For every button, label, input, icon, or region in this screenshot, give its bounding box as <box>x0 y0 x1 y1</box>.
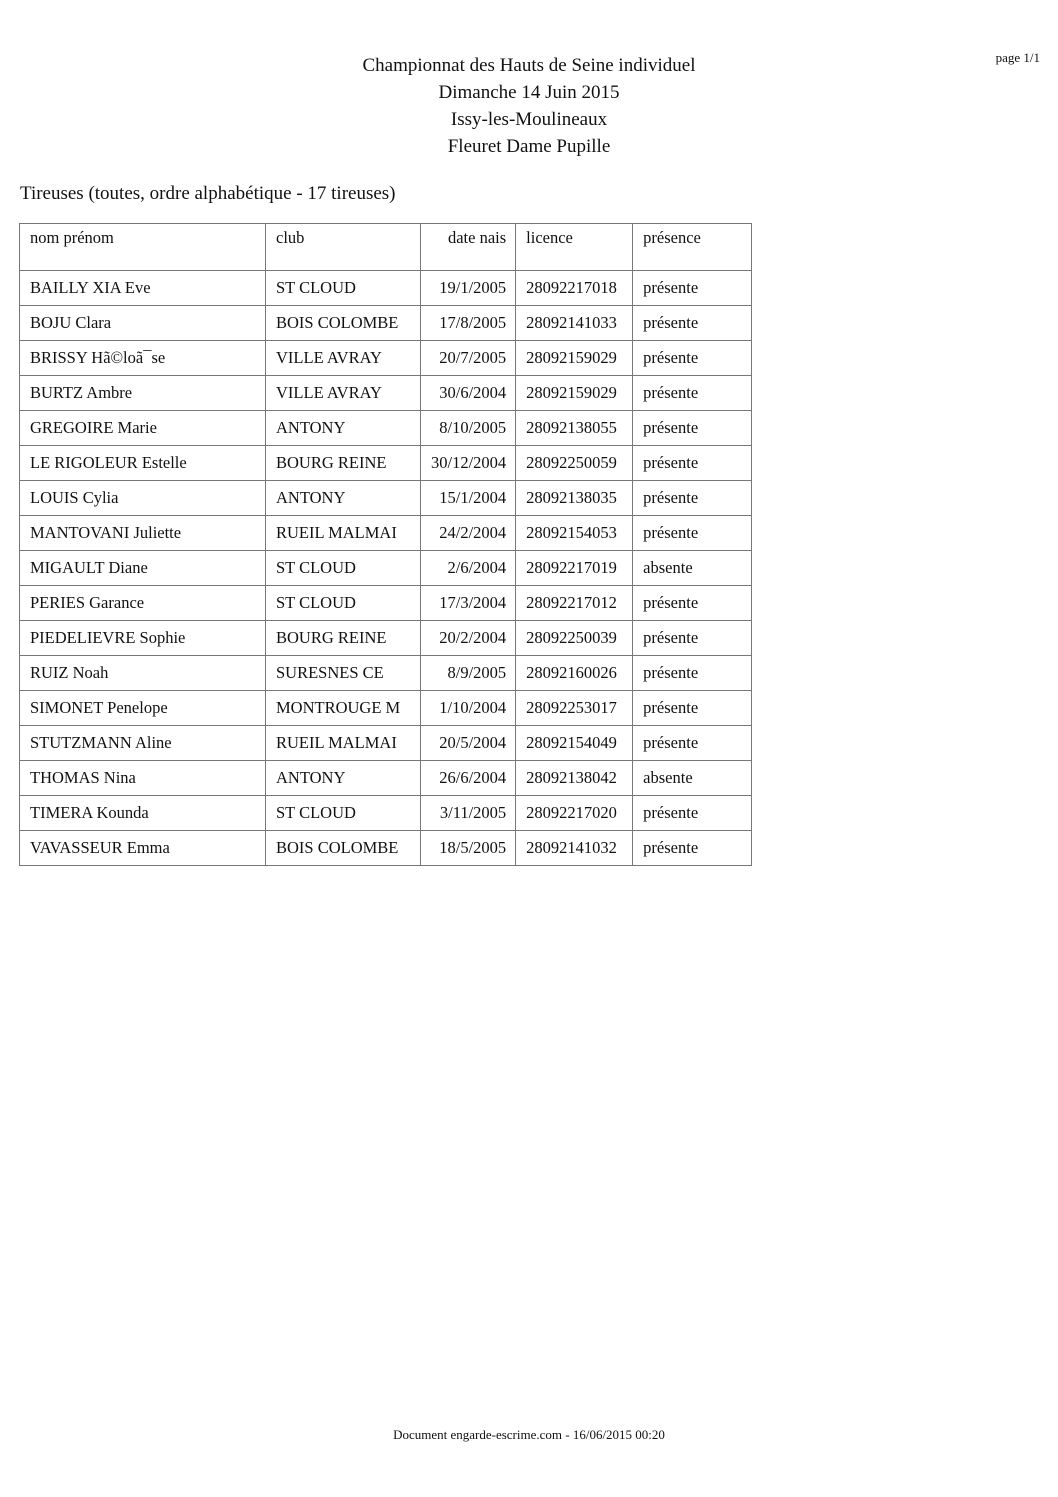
cell-birthdate: 19/1/2005 <box>421 271 516 306</box>
cell-name: BRISSY Hã©loã¯se <box>20 341 266 376</box>
table-row <box>20 411 752 446</box>
cell-birthdate: 8/10/2005 <box>421 411 516 446</box>
document-footer: Document engarde-escrime.com - 16/06/2015 00:20 <box>393 1427 665 1442</box>
header-licence: licence <box>516 224 633 271</box>
cell-licence: 28092250059 <box>516 446 633 481</box>
cell-presence: présente <box>633 691 752 726</box>
cell-presence: présente <box>633 481 752 516</box>
cell-name: THOMAS Nina <box>20 761 266 796</box>
cell-presence: présente <box>633 586 752 621</box>
header-club: club <box>266 224 421 271</box>
cell-presence: présente <box>633 271 752 306</box>
cell-presence: présente <box>633 411 752 446</box>
table-row <box>20 481 752 516</box>
cell-licence: 28092217019 <box>516 551 633 586</box>
cell-club: BOURG REINE <box>266 621 421 656</box>
cell-presence: absente <box>633 761 752 796</box>
page-number: page 1/1 <box>995 50 1040 65</box>
cell-licence: 28092154053 <box>516 516 633 551</box>
table-row <box>20 691 752 726</box>
cell-birthdate: 17/3/2004 <box>421 586 516 621</box>
cell-club: RUEIL MALMAI <box>266 726 421 761</box>
cell-licence: 28092160026 <box>516 656 633 691</box>
cell-licence: 28092253017 <box>516 691 633 726</box>
cell-birthdate: 20/2/2004 <box>421 621 516 656</box>
cell-licence: 28092138055 <box>516 411 633 446</box>
cell-name: PERIES Garance <box>20 586 266 621</box>
cell-birthdate: 8/9/2005 <box>421 656 516 691</box>
cell-club: ANTONY <box>266 761 421 796</box>
cell-club: RUEIL MALMAI <box>266 516 421 551</box>
event-category: Fleuret Dame Pupille <box>447 136 611 157</box>
header-name: nom prénom <box>20 224 266 271</box>
cell-licence: 28092217018 <box>516 271 633 306</box>
header-birthdate: date nais <box>421 224 516 271</box>
cell-presence: présente <box>633 656 752 691</box>
cell-licence: 28092154049 <box>516 726 633 761</box>
event-location: Issy-les-Moulineaux <box>450 109 608 130</box>
cell-presence: présente <box>633 621 752 656</box>
cell-club: ST CLOUD <box>266 586 421 621</box>
table-row <box>20 831 752 866</box>
document-header <box>0 52 1058 160</box>
cell-club: BOIS COLOMBE <box>266 306 421 341</box>
table-row <box>20 341 752 376</box>
table-row <box>20 656 752 691</box>
table-header-row <box>20 224 752 271</box>
cell-club: VILLE AVRAY <box>266 376 421 411</box>
cell-name: MANTOVANI Juliette <box>20 516 266 551</box>
cell-presence: présente <box>633 516 752 551</box>
cell-presence: absente <box>633 551 752 586</box>
cell-name: LOUIS Cylia <box>20 481 266 516</box>
cell-club: ST CLOUD <box>266 271 421 306</box>
cell-presence: présente <box>633 306 752 341</box>
cell-name: RUIZ Noah <box>20 656 266 691</box>
cell-birthdate: 24/2/2004 <box>421 516 516 551</box>
cell-presence: présente <box>633 376 752 411</box>
cell-club: ANTONY <box>266 481 421 516</box>
cell-birthdate: 18/5/2005 <box>421 831 516 866</box>
cell-birthdate: 15/1/2004 <box>421 481 516 516</box>
cell-licence: 28092217020 <box>516 796 633 831</box>
table-row <box>20 551 752 586</box>
cell-presence: présente <box>633 726 752 761</box>
cell-name: PIEDELIEVRE Sophie <box>20 621 266 656</box>
cell-birthdate: 1/10/2004 <box>421 691 516 726</box>
cell-name: MIGAULT Diane <box>20 551 266 586</box>
cell-licence: 28092250039 <box>516 621 633 656</box>
cell-name: SIMONET Penelope <box>20 691 266 726</box>
cell-club: ST CLOUD <box>266 796 421 831</box>
cell-birthdate: 26/6/2004 <box>421 761 516 796</box>
cell-licence: 28092141032 <box>516 831 633 866</box>
cell-name: GREGOIRE Marie <box>20 411 266 446</box>
cell-club: SURESNES CE <box>266 656 421 691</box>
table-row <box>20 306 752 341</box>
cell-birthdate: 17/8/2005 <box>421 306 516 341</box>
cell-club: ST CLOUD <box>266 551 421 586</box>
table-row <box>20 796 752 831</box>
cell-club: MONTROUGE M <box>266 691 421 726</box>
table-row <box>20 376 752 411</box>
cell-licence: 28092159029 <box>516 341 633 376</box>
cell-birthdate: 3/11/2005 <box>421 796 516 831</box>
cell-licence: 28092159029 <box>516 376 633 411</box>
cell-birthdate: 20/5/2004 <box>421 726 516 761</box>
cell-club: VILLE AVRAY <box>266 341 421 376</box>
cell-presence: présente <box>633 341 752 376</box>
cell-name: BAILLY XIA Eve <box>20 271 266 306</box>
fencers-table <box>19 223 752 866</box>
cell-name: VAVASSEUR Emma <box>20 831 266 866</box>
cell-name: STUTZMANN Aline <box>20 726 266 761</box>
cell-club: BOURG REINE <box>266 446 421 481</box>
cell-licence: 28092217012 <box>516 586 633 621</box>
cell-licence: 28092141033 <box>516 306 633 341</box>
table-row <box>20 726 752 761</box>
cell-birthdate: 30/6/2004 <box>421 376 516 411</box>
header-presence: présence <box>633 224 752 271</box>
cell-licence: 28092138035 <box>516 481 633 516</box>
event-date: Dimanche 14 Juin 2015 <box>438 82 620 103</box>
table-row <box>20 621 752 656</box>
cell-birthdate: 30/12/2004 <box>421 446 516 481</box>
cell-club: ANTONY <box>266 411 421 446</box>
cell-name: BURTZ Ambre <box>20 376 266 411</box>
cell-licence: 28092138042 <box>516 761 633 796</box>
cell-name: LE RIGOLEUR Estelle <box>20 446 266 481</box>
cell-name: BOJU Clara <box>20 306 266 341</box>
table-row <box>20 271 752 306</box>
cell-presence: présente <box>633 796 752 831</box>
cell-birthdate: 20/7/2005 <box>421 341 516 376</box>
table-row <box>20 516 752 551</box>
list-subtitle: Tireuses (toutes, ordre alphabétique - 17 tireuses) <box>20 183 396 204</box>
cell-presence: présente <box>633 446 752 481</box>
cell-birthdate: 2/6/2004 <box>421 551 516 586</box>
table-row <box>20 446 752 481</box>
cell-presence: présente <box>633 831 752 866</box>
table-row <box>20 761 752 796</box>
event-title: Championnat des Hauts de Seine individuel <box>362 55 696 76</box>
cell-club: BOIS COLOMBE <box>266 831 421 866</box>
table-row <box>20 586 752 621</box>
cell-name: TIMERA Kounda <box>20 796 266 831</box>
